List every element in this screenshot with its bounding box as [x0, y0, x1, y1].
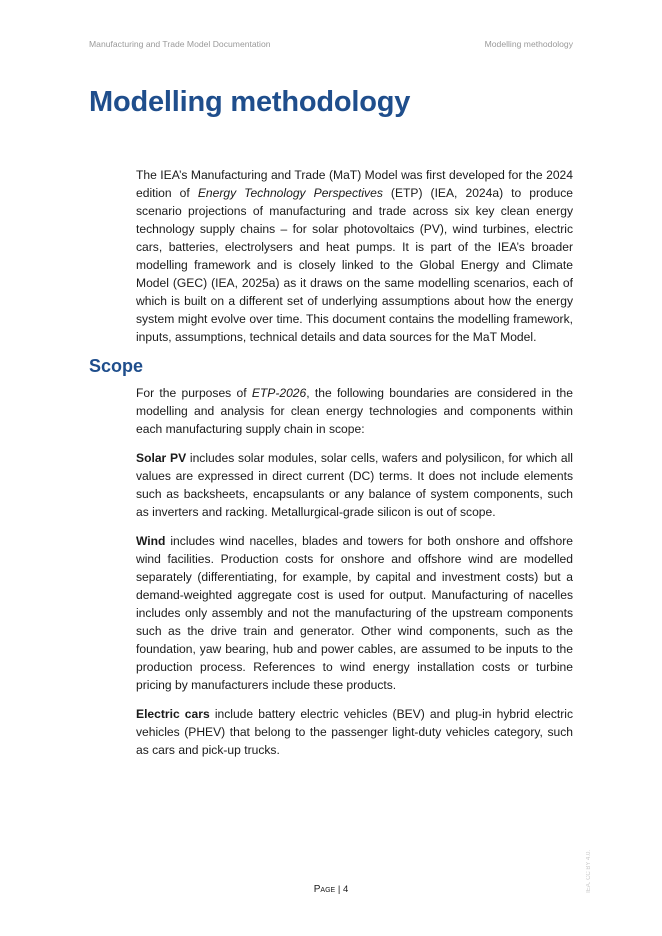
intro-paragraph: [136, 166, 573, 346]
scope-lead-start: For the purposes of: [136, 386, 252, 400]
page-footer: [0, 884, 662, 895]
electric-cars-paragraph: [136, 705, 573, 759]
header-document-title: Manufacturing and Trade Model Documentation: [89, 39, 271, 49]
intro-text-rest: (ETP) (IEA, 2024a) to produce scenario projections of manufacturing and trade across six key clean energy technology supply chains – for solar photovoltaics (PV), wind turbines, electric cars, batteries, electrolysers and heat pumps. It is part of the IEA’s broader modelling framework and is closely linked to the Global Energy and Climate Model (GEC) (IEA, 2025a) as it draws on the same modelling scenarios, each of which is built on a different set of underlying assumptions about how the energy system might evolve over time. This document contains the modelling framework, inputs, assumptions, technical details and data sources for the MaT Model.: [136, 186, 573, 344]
wind-text: includes wind nacelles, blades and towers for both onshore and offshore wind facilities. Production costs for onshore and offshore wind are modelled separately (differentiating, for example, by capital and investment costs) but a demand-weighted aggregate cost is used for output. Manufacturing of nacelles includes only assembly and not the manufacturing of the upstream components such as the drive train and generator. Other wind components, such as the foundation, yaw bearing, hub and power cables, are assumed to be inputs to the production process. References to wind energy installation costs or turbine pricing by manufacturers include these products.: [136, 534, 573, 692]
etp-title-italic: Energy Technology Perspectives: [197, 186, 383, 200]
scope-lead-paragraph: [136, 384, 573, 438]
license-note: IEA. CC BY 4.0.: [586, 850, 592, 893]
electric-cars-text: include battery electric vehicles (BEV) and plug-in hybrid electric vehicles (PHEV) that belong to the passenger light-duty vehicles category, such as cars and pick-up trucks.: [136, 707, 573, 757]
page-number: 4: [342, 884, 349, 895]
wind-paragraph: [136, 532, 573, 694]
intro-text-start: The IEA’s Manufacturing and Trade (MaT) Model was first developed for the 2024 edition of: [136, 168, 573, 200]
solar-pv-paragraph: [136, 449, 573, 521]
wind-term: Wind: [136, 534, 166, 548]
scope-lead-rest: , the following boundaries are considered in the modelling and analysis for clean energy technologies and components within each manufacturing supply chain in scope:: [136, 386, 573, 436]
header-section-title: Modelling methodology: [484, 39, 573, 49]
scope-heading: Scope: [89, 356, 144, 376]
page-label: Page: [313, 884, 336, 895]
scope-body: [136, 384, 573, 770]
page-separator: |: [335, 884, 343, 895]
etp-2026-italic: ETP-2026: [251, 386, 307, 400]
electric-cars-term: Electric cars: [136, 707, 210, 721]
solar-pv-term: Solar PV: [136, 451, 187, 465]
page-title: Modelling methodology: [89, 86, 411, 118]
running-header: [89, 39, 573, 49]
solar-pv-text: includes solar modules, solar cells, wafers and polysilicon, for which all values are expressed in direct current (DC) terms. It does not include elements such as backsheets, encapsulants or any balance of system components, such as inverters and racking. Metallurgical-grade silicon is out of scope.: [136, 451, 573, 519]
